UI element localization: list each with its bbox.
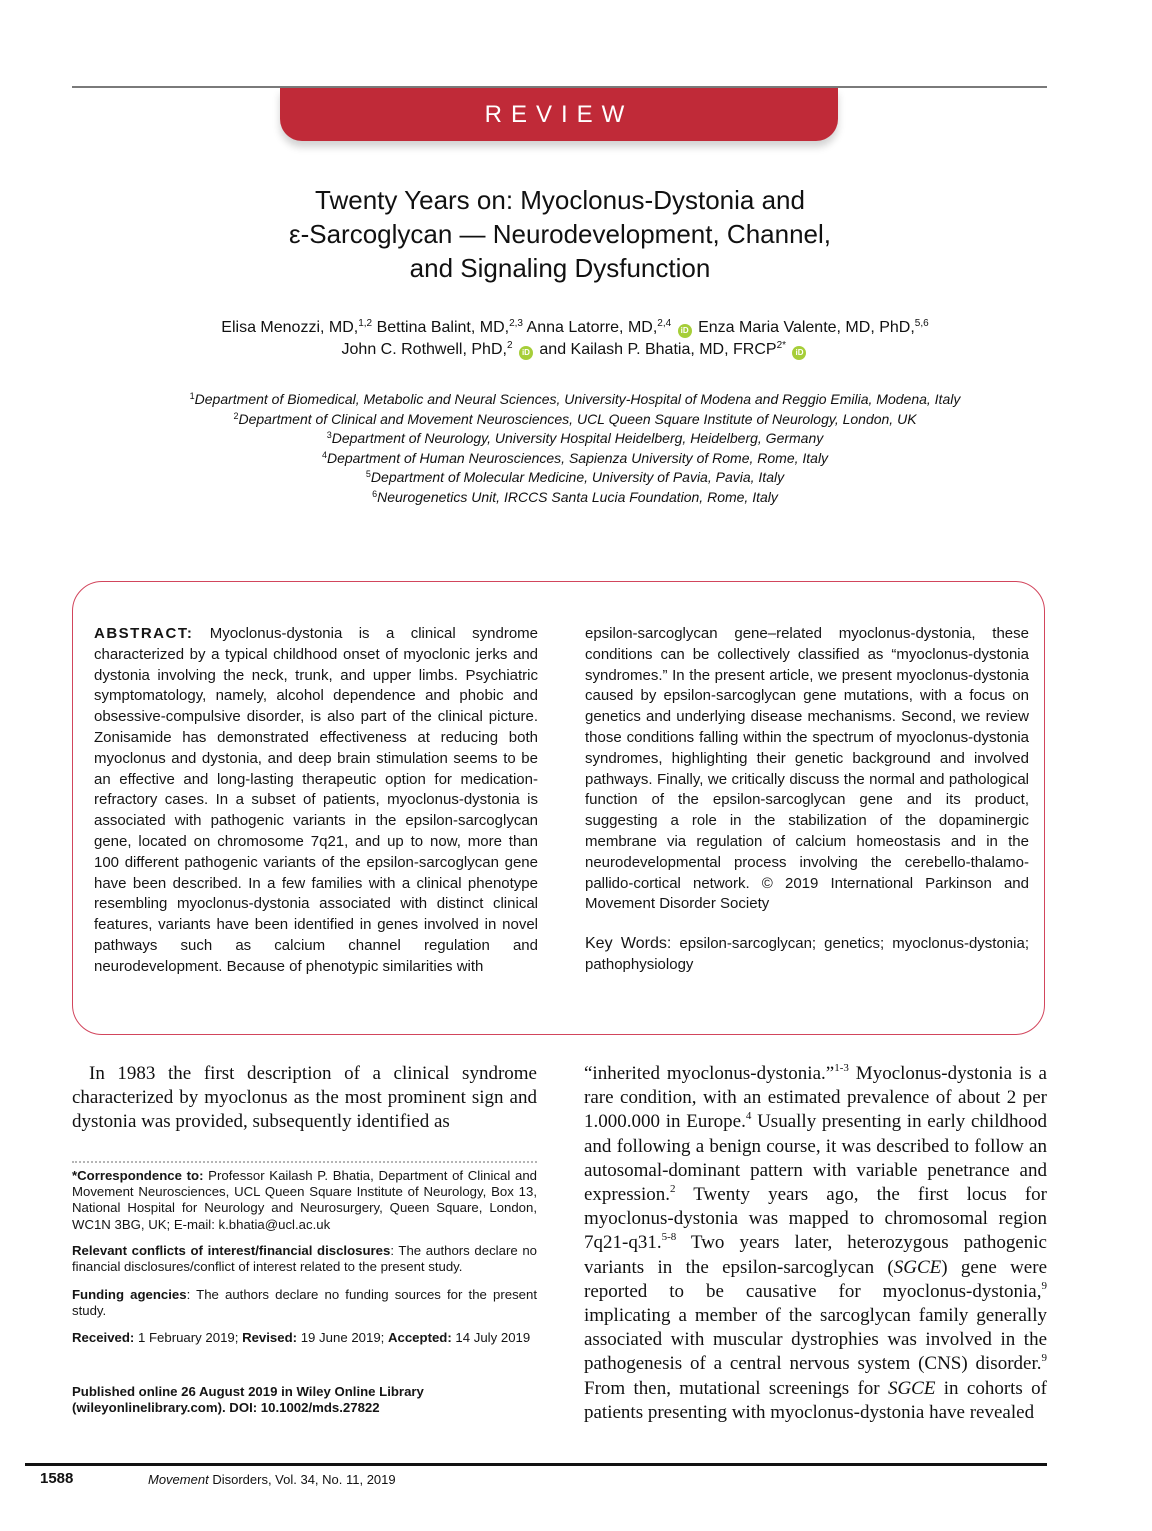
affiliations — [100, 390, 1050, 507]
body-paragraph-left: In 1983 the first description of a clinical syndrome characterized by myoclonus as the most prominent sign and dystonia was provided, subsequently identified as — [72, 1063, 537, 1133]
conflicts-label: Relevant conflicts of interest/financial disclosures — [72, 1243, 391, 1258]
citation-ref[interactable]: 9 — [1041, 1279, 1047, 1292]
abstract-label: ABSTRACT: — [94, 625, 194, 642]
section-label: REVIEW — [484, 101, 634, 128]
author-affil-ref: 2* — [776, 340, 787, 351]
affiliation-text: Department of Molecular Medicine, University of Pavia, Pavia, Italy — [370, 469, 785, 485]
author-name: John C. Rothwell, PhD, — [341, 341, 507, 358]
title-line-2: ε-Sarcoglycan — Neurodevelopment, Channel, — [289, 219, 831, 249]
abstract-text-left: Myoclonus-dystonia is a clinical syndrome characterized by a typical childhood onset of myoclonic jerks and dystonia involving the neck, trunk, and upper limbs. Psychiatric symptomatology, namely, alcohol dependence and phobic and obsessive-compulsive disorder, is also part of the clinical picture. Zonisamide has demonstrated effectiveness at reducing both myoclonus and dystonia, and deep brain stimulation seems to be an effective and long-lasting therapeutic option for medication-refractory cases. In a subset of patients, myoclonus-dystonia is associated with pathogenic variants in the epsilon-sarcoglycan gene, located on chromosome 7q21, and up to now, more than 100 different pathogenic variants of the epsilon-sarcoglycan gene have been described. In a few families with a clinical phenotype resembling myoclonus-dystonia associated with distinct clinical features, variants have been identified in genes involved in novel pathways such as calcium channel regulation and neurodevelopment. Because of phenotypic similarities with — [94, 625, 539, 975]
journal-citation — [148, 1472, 396, 1487]
correspondence-label: *Correspondence to: — [72, 1168, 204, 1183]
gene-name: SGCE — [887, 1377, 936, 1399]
funding-note — [72, 1287, 537, 1319]
affiliation-text: Department of Neurology, University Hospital Heidelberg, Heidelberg, Germany — [331, 430, 824, 446]
gene-name: SGCE — [893, 1256, 942, 1278]
abstract-text-right: epsilon-sarcoglycan gene–related myoclonus-dystonia, these conditions can be collectively classified as “myoclonus-dystonia syndromes.” In the present article, we present myoclonus-dystonia caused by epsilon-sarcoglycan gene mutations, with a focus on genetics and underlying disease mechanisms. Second, we review those conditions falling within the spectrum of myoclonus-dystonia syndromes, highlighting their genetic background and involved pathways. Finally, we critically discuss the normal and pathological function of the epsilon-sarcoglycan gene and its product, suggesting a role in the stabilization of the dopaminergic membrane via regulation of calcium homeostasis and in the neurodevelopmental process involving the cerebello-thalamo-pallido-cortical network. © 2019 International Parkinson and Movement Disorder Society — [585, 625, 1029, 913]
body-text: Myoclonus-dystonia is a rare condition, with an estimated prevalence of about 2 per 1.000.000 in Europe. — [584, 1063, 1047, 1133]
keywords-text: epsilon-sarcoglycan; genetics; myoclonus-dystonia; pathophysiology — [585, 935, 1029, 973]
revised-date: 19 June 2019; — [297, 1330, 388, 1345]
abstract-right-column — [585, 624, 1029, 976]
citation-ref[interactable]: 2 — [670, 1183, 676, 1196]
affiliation-number: 2 — [233, 410, 239, 421]
affiliation-text: Neurogenetics Unit, IRCCS Santa Lucia Foundation, Rome, Italy — [377, 488, 778, 505]
funding-text: : The authors declare no funding sources for the present study. — [72, 1287, 537, 1319]
citation-ref[interactable]: 4 — [745, 1110, 752, 1123]
dates-note — [72, 1330, 537, 1346]
body-text: ) gene were reported to be causative for myoclonus-dystonia, — [584, 1256, 1047, 1302]
title-line-3: and Signaling Dysfunction — [409, 253, 711, 283]
affiliation-text: Department of Clinical and Movement Neurosciences, UCL Queen Square Institute of Neurology, London, UK — [238, 410, 917, 427]
affiliation-number: 6 — [372, 488, 378, 499]
author-affil-ref: 2,4 — [657, 318, 672, 329]
published-line: Published online 26 August 2019 in Wiley Online Library — [72, 1384, 424, 1399]
journal-name-italic: Movement — [148, 1472, 209, 1487]
affiliation-number: 4 — [321, 449, 327, 460]
citation-ref[interactable]: 1-3 — [834, 1062, 849, 1074]
affiliation — [100, 449, 1050, 469]
body-text: Two years later, heterozygous pathogenic variants in the epsilon-sarcoglycan ( — [584, 1232, 1047, 1278]
correspondence-text: Professor Kailash P. Bhatia, Department of Clinical and Movement Neurosciences, UCL Queen Square Institute of Neurology, Box 13, National Hospital for Neurology and Neurosurgery, Queen Square, London, WC1N 3BG, UK; E-mail: k.bhatia@ucl.ac.uk — [72, 1168, 537, 1232]
accepted-label: Accepted: — [387, 1330, 452, 1345]
funding-label: Funding agencies — [72, 1287, 187, 1302]
abstract-left-column — [94, 624, 538, 978]
publication-note — [72, 1384, 537, 1416]
keywords-label: Key Words: — [585, 935, 672, 953]
orcid-icon[interactable]: iD — [519, 346, 533, 360]
citation-ref[interactable]: 9 — [1041, 1352, 1047, 1365]
body-paragraph-right — [584, 1062, 1047, 1425]
author-name: and Kailash P. Bhatia, MD, FRCP — [539, 341, 777, 358]
author-affil-ref: 5,6 — [914, 318, 929, 329]
orcid-icon[interactable]: iD — [792, 346, 806, 360]
doi-line[interactable]: (wileyonlinelibrary.com). DOI: 10.1002/mds.27822 — [72, 1400, 380, 1416]
page-number: 1588 — [40, 1470, 74, 1487]
body-text: “inherited myoclonus-dystonia.” — [584, 1063, 835, 1084]
author-affil-ref: 2,3 — [509, 318, 523, 329]
footnote-divider — [72, 1161, 537, 1163]
author-affil-ref: 1,2 — [358, 318, 373, 329]
affiliation-number: 3 — [326, 430, 332, 440]
body-text: From then, mutational screenings for — [584, 1377, 888, 1399]
body-text: implicating a member of the sarcoglycan family generally associated with muscular dystrophies was involved in the pathogenesis of a central nervous system (CNS) disorder. — [584, 1305, 1047, 1375]
author-name: Enza Maria Valente, MD, PhD, — [698, 319, 915, 336]
correspondence-note — [72, 1168, 537, 1233]
affiliation-text: Department of Biomedical, Metabolic and Neural Sciences, University-Hospital of Modena and Reggio Emilia, Modena, Italy — [194, 391, 961, 407]
received-date: 1 February 2019; — [134, 1330, 243, 1345]
affiliation — [100, 429, 1050, 449]
journal-details: Disorders, Vol. 34, No. 11, 2019 — [208, 1472, 396, 1487]
title-line-1: Twenty Years on: Myoclonus-Dystonia and — [315, 185, 805, 215]
affiliation-text: Department of Human Neurosciences, Sapienza University of Rome, Rome, Italy — [326, 449, 829, 466]
received-label: Received: — [72, 1330, 135, 1345]
author-name: Anna Latorre, MD, — [526, 319, 658, 336]
author-affil-ref: 2 — [506, 340, 513, 351]
body-text: in cohorts of patients presenting with myoclonus-dystonia have revealed — [584, 1377, 1047, 1423]
keywords — [585, 934, 1029, 976]
affiliation — [100, 468, 1050, 488]
orcid-icon[interactable]: iD — [678, 324, 692, 338]
affiliation-number: 5 — [365, 469, 371, 479]
affiliation — [100, 390, 1050, 410]
body-text: Usually presenting in early childhood and following a benign course, it was described to follow an autosomal-dominant pattern with variable penetrance and expression. — [584, 1111, 1047, 1206]
footer-rule — [25, 1463, 1047, 1466]
author-name: Elisa Menozzi, MD, — [221, 319, 359, 336]
accepted-date: 14 July 2019 — [451, 1330, 531, 1345]
citation-ref[interactable]: 5-8 — [661, 1231, 677, 1244]
article-title — [140, 183, 980, 285]
section-banner — [280, 88, 838, 141]
affiliation — [100, 410, 1050, 430]
revised-label: Revised: — [242, 1330, 298, 1345]
conflicts-note — [72, 1243, 537, 1275]
author-list — [100, 317, 1050, 361]
conflicts-text: : The authors declare no financial disclosures/conflict of interest related to the present study. — [72, 1243, 537, 1275]
affiliation — [100, 488, 1050, 508]
affiliation-number: 1 — [189, 391, 195, 401]
author-name: Bettina Balint, MD, — [376, 319, 510, 336]
body-text: Twenty years ago, the first locus for myoclonus-dystonia was mapped to chromosomal region 7q21-q31. — [584, 1184, 1047, 1254]
